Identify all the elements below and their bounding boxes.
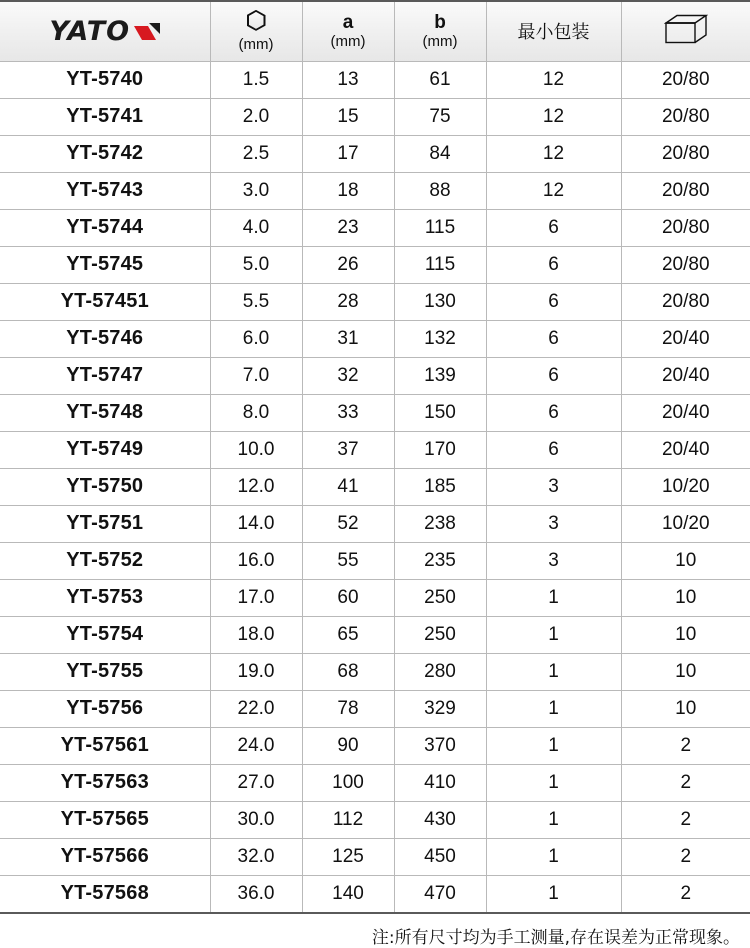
cell-a: 68 [302, 653, 394, 690]
cell-carton: 10 [621, 542, 750, 579]
header-a-unit: (mm) [330, 32, 366, 50]
cell-carton: 20/80 [621, 135, 750, 172]
cell-carton: 20/40 [621, 394, 750, 431]
carton-box-icon [664, 14, 708, 44]
cell-hex: 2.0 [210, 98, 302, 135]
cell-code: YT-5742 [0, 135, 210, 172]
cell-min-pack: 6 [486, 431, 621, 468]
cell-hex: 32.0 [210, 838, 302, 875]
cell-code: YT-5750 [0, 468, 210, 505]
cell-code: YT-57566 [0, 838, 210, 875]
cell-min-pack: 3 [486, 542, 621, 579]
table-row [0, 246, 750, 283]
header-a [302, 1, 394, 61]
cell-hex: 19.0 [210, 653, 302, 690]
cell-carton: 20/80 [621, 98, 750, 135]
table-row [0, 690, 750, 727]
cell-b: 139 [394, 357, 486, 394]
cell-b: 61 [394, 61, 486, 98]
cell-min-pack: 12 [486, 172, 621, 209]
cell-hex: 12.0 [210, 468, 302, 505]
cell-carton: 20/80 [621, 209, 750, 246]
header-hex-unit: (mm) [238, 35, 274, 53]
cell-min-pack: 6 [486, 283, 621, 320]
header-b-unit: (mm) [422, 32, 458, 50]
cell-a: 60 [302, 579, 394, 616]
cell-b: 470 [394, 875, 486, 913]
cell-min-pack: 12 [486, 135, 621, 172]
cell-hex: 8.0 [210, 394, 302, 431]
table-row [0, 394, 750, 431]
cell-code: YT-5747 [0, 357, 210, 394]
cell-carton: 2 [621, 801, 750, 838]
table-row [0, 468, 750, 505]
table-row [0, 653, 750, 690]
table-row [0, 61, 750, 98]
header-carton [621, 1, 750, 61]
header-a-letter: a [342, 11, 354, 33]
cell-code: YT-57568 [0, 875, 210, 913]
table-row [0, 801, 750, 838]
cell-carton: 20/80 [621, 61, 750, 98]
cell-code: YT-57451 [0, 283, 210, 320]
cell-a: 18 [302, 172, 394, 209]
cell-b: 410 [394, 764, 486, 801]
cell-a: 15 [302, 98, 394, 135]
cell-b: 250 [394, 616, 486, 653]
cell-hex: 16.0 [210, 542, 302, 579]
table-header [0, 1, 750, 61]
cell-a: 23 [302, 209, 394, 246]
cell-code: YT-5749 [0, 431, 210, 468]
cell-min-pack: 1 [486, 875, 621, 913]
cell-carton: 20/80 [621, 172, 750, 209]
cell-carton: 2 [621, 838, 750, 875]
table-row [0, 616, 750, 653]
cell-hex: 30.0 [210, 801, 302, 838]
cell-min-pack: 6 [486, 320, 621, 357]
cell-b: 329 [394, 690, 486, 727]
cell-min-pack: 1 [486, 653, 621, 690]
header-min-pack-label: 最小包装 [517, 22, 590, 44]
cell-b: 280 [394, 653, 486, 690]
cell-hex: 6.0 [210, 320, 302, 357]
cell-code: YT-5741 [0, 98, 210, 135]
cell-carton: 20/40 [621, 357, 750, 394]
table-row [0, 135, 750, 172]
cell-b: 150 [394, 394, 486, 431]
cell-code: YT-5746 [0, 320, 210, 357]
cell-a: 17 [302, 135, 394, 172]
cell-hex: 7.0 [210, 357, 302, 394]
cell-b: 84 [394, 135, 486, 172]
table-row [0, 98, 750, 135]
header-row [0, 1, 750, 61]
cell-min-pack: 1 [486, 579, 621, 616]
cell-carton: 10/20 [621, 468, 750, 505]
cell-hex: 4.0 [210, 209, 302, 246]
cell-min-pack: 1 [486, 616, 621, 653]
cell-b: 88 [394, 172, 486, 209]
table-row [0, 320, 750, 357]
cell-a: 41 [302, 468, 394, 505]
cell-b: 75 [394, 98, 486, 135]
cell-min-pack: 6 [486, 246, 621, 283]
cell-min-pack: 6 [486, 394, 621, 431]
cell-hex: 10.0 [210, 431, 302, 468]
cell-min-pack: 1 [486, 801, 621, 838]
table-body [0, 61, 750, 913]
cell-a: 65 [302, 616, 394, 653]
table-row [0, 764, 750, 801]
cell-hex: 2.5 [210, 135, 302, 172]
cell-b: 238 [394, 505, 486, 542]
cell-code: YT-57561 [0, 727, 210, 764]
cell-b: 250 [394, 579, 486, 616]
cell-hex: 5.5 [210, 283, 302, 320]
cell-code: YT-57563 [0, 764, 210, 801]
table-row [0, 727, 750, 764]
cell-code: YT-5743 [0, 172, 210, 209]
cell-a: 33 [302, 394, 394, 431]
header-b-letter: b [434, 11, 446, 33]
table-row [0, 283, 750, 320]
cell-min-pack: 1 [486, 727, 621, 764]
cell-a: 90 [302, 727, 394, 764]
cell-min-pack: 6 [486, 357, 621, 394]
cell-hex: 17.0 [210, 579, 302, 616]
cell-b: 132 [394, 320, 486, 357]
cell-min-pack: 6 [486, 209, 621, 246]
cell-code: YT-5745 [0, 246, 210, 283]
cell-carton: 2 [621, 727, 750, 764]
table-row [0, 431, 750, 468]
cell-hex: 1.5 [210, 61, 302, 98]
table-row [0, 838, 750, 875]
cell-hex: 24.0 [210, 727, 302, 764]
cell-hex: 18.0 [210, 616, 302, 653]
table-row [0, 875, 750, 913]
cell-b: 370 [394, 727, 486, 764]
footer-note: 注:所有尺寸均为手工测量,存在误差为正常现象。 [371, 927, 740, 948]
cell-min-pack: 12 [486, 61, 621, 98]
cell-a: 28 [302, 283, 394, 320]
cell-b: 115 [394, 246, 486, 283]
cell-carton: 20/80 [621, 283, 750, 320]
cell-b: 170 [394, 431, 486, 468]
cell-carton: 10 [621, 690, 750, 727]
cell-a: 31 [302, 320, 394, 357]
cell-code: YT-5751 [0, 505, 210, 542]
cell-carton: 2 [621, 875, 750, 913]
table-row [0, 579, 750, 616]
cell-carton: 10 [621, 579, 750, 616]
header-b [394, 1, 486, 61]
cell-carton: 10/20 [621, 505, 750, 542]
cell-carton: 2 [621, 764, 750, 801]
cell-a: 37 [302, 431, 394, 468]
cell-code: YT-57565 [0, 801, 210, 838]
header-hex-size [210, 1, 302, 61]
cell-carton: 10 [621, 616, 750, 653]
cell-a: 26 [302, 246, 394, 283]
cell-code: YT-5744 [0, 209, 210, 246]
cell-a: 78 [302, 690, 394, 727]
cell-code: YT-5748 [0, 394, 210, 431]
red-arrow-mark-icon [134, 23, 160, 43]
cell-hex: 22.0 [210, 690, 302, 727]
cell-a: 55 [302, 542, 394, 579]
cell-min-pack: 12 [486, 98, 621, 135]
cell-min-pack: 1 [486, 838, 621, 875]
table-row [0, 505, 750, 542]
cell-code: YT-5753 [0, 579, 210, 616]
cell-min-pack: 1 [486, 764, 621, 801]
cell-a: 13 [302, 61, 394, 98]
table-row [0, 542, 750, 579]
cell-code: YT-5756 [0, 690, 210, 727]
cell-a: 100 [302, 764, 394, 801]
cell-b: 235 [394, 542, 486, 579]
cell-code: YT-5754 [0, 616, 210, 653]
cell-hex: 5.0 [210, 246, 302, 283]
cell-b: 185 [394, 468, 486, 505]
table-row [0, 172, 750, 209]
cell-min-pack: 3 [486, 468, 621, 505]
cell-carton: 10 [621, 653, 750, 690]
cell-min-pack: 1 [486, 690, 621, 727]
cell-b: 115 [394, 209, 486, 246]
cell-a: 125 [302, 838, 394, 875]
cell-carton: 20/40 [621, 320, 750, 357]
cell-b: 450 [394, 838, 486, 875]
hexagon-icon [247, 10, 266, 34]
brand-logo-cell [0, 1, 210, 61]
cell-a: 112 [302, 801, 394, 838]
header-min-pack [486, 1, 621, 61]
cell-carton: 20/40 [621, 431, 750, 468]
table-row [0, 209, 750, 246]
cell-carton: 20/80 [621, 246, 750, 283]
yato-logo [49, 16, 160, 47]
cell-b: 430 [394, 801, 486, 838]
cell-code: YT-5752 [0, 542, 210, 579]
cell-hex: 36.0 [210, 875, 302, 913]
cell-code: YT-5740 [0, 61, 210, 98]
brand-name: YATO [49, 15, 131, 47]
table-row [0, 357, 750, 394]
cell-a: 52 [302, 505, 394, 542]
cell-hex: 27.0 [210, 764, 302, 801]
cell-a: 140 [302, 875, 394, 913]
cell-min-pack: 3 [486, 505, 621, 542]
cell-hex: 3.0 [210, 172, 302, 209]
cell-b: 130 [394, 283, 486, 320]
cell-hex: 14.0 [210, 505, 302, 542]
cell-code: YT-5755 [0, 653, 210, 690]
cell-a: 32 [302, 357, 394, 394]
